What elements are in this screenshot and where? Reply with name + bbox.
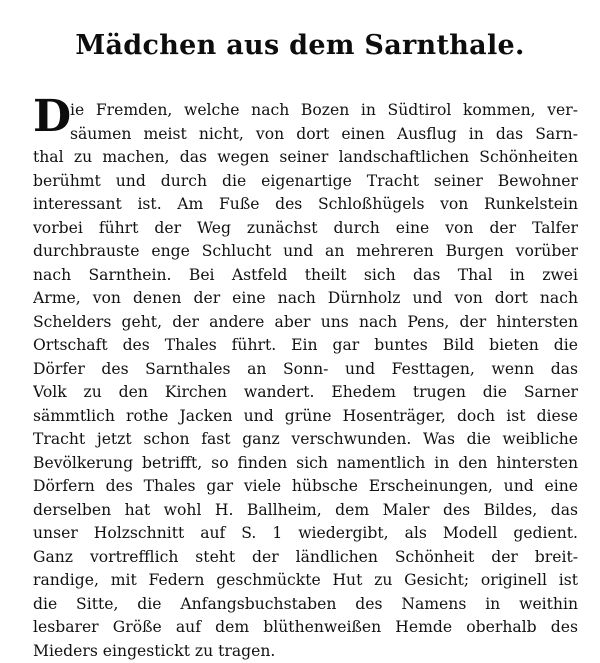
text-line: säumen meist nicht, von dort einen Ausflug in das Sarn- [33, 123, 578, 147]
text-line: randige, mit Federn geschmückte Hut zu Gesicht; originell ist [33, 569, 578, 593]
text-line: Dörfer des Sarnthales an Sonn- und Festtagen, wenn das [33, 358, 578, 382]
text-line: ie Fremden, welche nach Bozen in Südtirol kommen, ver- [33, 99, 578, 123]
text-line: die Sitte, die Anfangsbuchstaben des Namens in weithin [33, 593, 578, 617]
drop-cap: D [33, 93, 71, 141]
article-title: Mädchen aus dem Sarnthale. [0, 30, 600, 61]
text-line: Ganz vortrefflich steht der ländlichen Schönheit der breit- [33, 546, 578, 570]
text-line: derselben hat wohl H. Ballheim, dem Maler des Bildes, das [33, 499, 578, 523]
text-line: thal zu machen, das wegen seiner landschaftlichen Schönheiten [33, 146, 578, 170]
article-body [33, 99, 578, 663]
text-line: lesbarer Größe auf dem blüthenweißen Hemde oberhalb des [33, 616, 578, 640]
text-line: Volk zu den Kirchen wandert. Ehedem trugen die Sarner [33, 381, 578, 405]
text-line: durchbrauste enge Schlucht und an mehreren Burgen vorüber [33, 240, 578, 264]
text-line: Ortschaft des Thales führt. Ein gar buntes Bild bieten die [33, 334, 578, 358]
text-line: Mieders eingestickt zu tragen. [33, 640, 578, 663]
text-line: nach Sarnthein. Bei Astfeld theilt sich das Thal in zwei [33, 264, 578, 288]
text-line: Schelders geht, der andere aber uns nach Pens, der hintersten [33, 311, 578, 335]
text-line: unser Holzschnitt auf S. 1 wiedergibt, als Modell gedient. [33, 522, 578, 546]
text-line: Tracht jetzt schon fast ganz verschwunden. Was die weibliche [33, 428, 578, 452]
text-line: Dörfern des Thales gar viele hübsche Erscheinungen, und eine [33, 475, 578, 499]
text-line: interessant ist. Am Fuße des Schloßhügels von Runkelstein [33, 193, 578, 217]
text-line: berühmt und durch die eigenartige Tracht seiner Bewohner [33, 170, 578, 194]
text-line: vorbei führt der Weg zunächst durch eine von der Talfer [33, 217, 578, 241]
text-line: Arme, von denen der eine nach Dürnholz und von dort nach [33, 287, 578, 311]
text-line: Bevölkerung betrifft, so finden sich namentlich in den hintersten [33, 452, 578, 476]
text-line: sämmtlich rothe Jacken und grüne Hosenträger, doch ist diese [33, 405, 578, 429]
